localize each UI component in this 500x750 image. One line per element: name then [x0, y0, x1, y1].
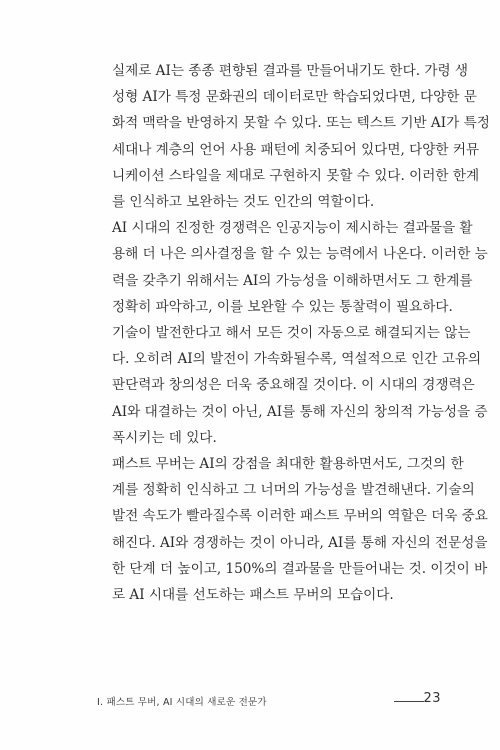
paragraph-1 — [97, 58, 490, 215]
page-number: 23 — [423, 691, 441, 706]
text-line: 세대나 계층의 언어 사용 패턴에 치중되어 있다면, 다양한 커뮤 — [111, 141, 480, 158]
text-line: 력을 갖추기 위해서는 AI의 가능성을 이해하면서도 그 한계를 — [111, 272, 473, 289]
text-line: AI 시대의 진정한 경쟁력은 인공지능이 제시하는 결과물을 활 — [111, 220, 473, 237]
text-line: AI와 대결하는 것이 아닌, AI를 통해 자신의 창의적 가능성을 증 — [111, 403, 488, 420]
text-line: 다. 오히려 AI의 발전이 가속화될수록, 역설적으로 인간 고유의 — [111, 351, 482, 368]
text-line: 화적 맥락을 반영하지 못할 수 있다. 또는 텍스트 기반 AI가 특정 — [111, 115, 490, 132]
text-line: 니케이션 스타일을 제대로 구현하지 못할 수 있다. 이러한 한계 — [111, 167, 480, 184]
folio-rule — [394, 701, 424, 702]
paragraph-4 — [97, 451, 488, 608]
page-footer — [97, 692, 441, 710]
text-line: 한 단계 더 높이고, 150%의 결과물을 만들어내는 것. 이것이 바 — [111, 560, 488, 577]
text-line: 용해 더 나은 의사결정을 할 수 있는 능력에서 나온다. 이러한 능 — [111, 246, 488, 263]
text-line: 로 AI 시대를 선도하는 패스트 무버의 모습이다. — [111, 587, 394, 604]
text-line: 정확히 파악하고, 이를 보완할 수 있는 통찰력이 필요하다. — [111, 298, 453, 315]
text-line: 패스트 무버는 AI의 강점을 최대한 활용하면서도, 그것의 한 — [111, 456, 464, 473]
running-head: I. 패스트 무버, AI 시대의 새로운 전문가 — [97, 697, 267, 708]
body-text — [97, 58, 490, 608]
text-line: 계를 정확히 인식하고 그 너머의 가능성을 발견해낸다. 기술의 — [111, 482, 475, 499]
paragraph-3 — [97, 320, 488, 451]
text-line: 폭시키는 데 있다. — [111, 429, 217, 446]
paragraph-2 — [97, 215, 488, 320]
text-line: 해진다. AI와 경쟁하는 것이 아니라, AI를 통해 자신의 전문성을 — [111, 534, 488, 551]
text-line: 성형 AI가 특정 문화권의 데이터로만 학습되었다면, 다양한 문 — [111, 89, 477, 106]
text-line: 실제로 AI는 종종 편향된 결과를 만들어내기도 한다. 가령 생 — [111, 63, 469, 79]
text-line: 기술이 발전한다고 해서 모든 것이 자동으로 해결되지는 않는 — [111, 325, 471, 342]
text-line: 판단력과 창의성은 더욱 중요해질 것이다. 이 시대의 경쟁력은 — [111, 377, 475, 394]
text-line: 발전 속도가 빨라질수록 이러한 패스트 무버의 역할은 더욱 중요 — [111, 508, 488, 525]
text-line: 를 인식하고 보완하는 것도 인간의 역할이다. — [111, 194, 375, 211]
